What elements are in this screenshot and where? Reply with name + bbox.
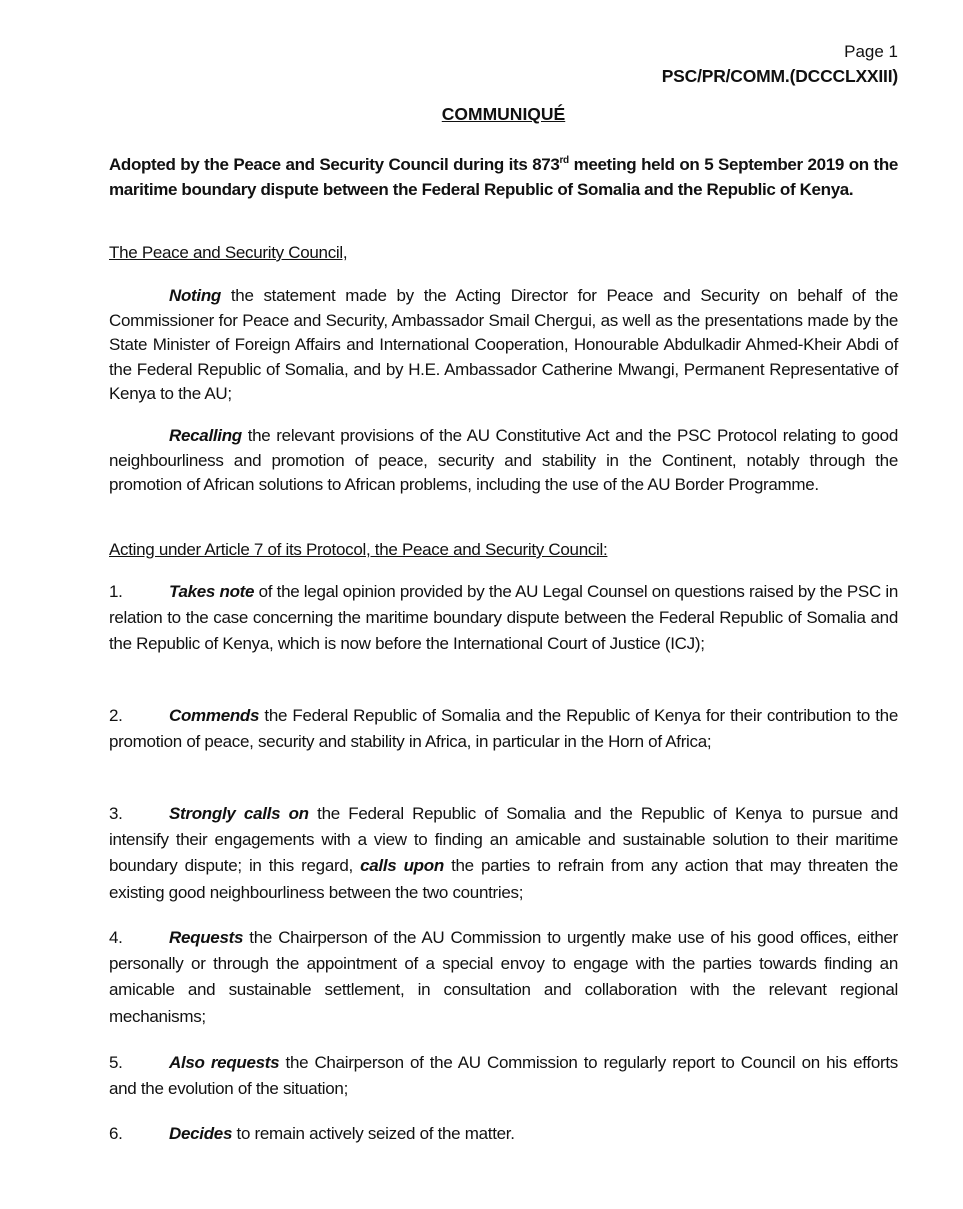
operative-lead-secondary: calls upon: [360, 856, 444, 876]
paragraph-number: 3.: [109, 804, 123, 823]
operative-text: to remain actively seized of the matter.: [232, 1124, 515, 1143]
preamble-paragraph-recalling: [109, 424, 898, 498]
adoption-text-start: Adopted by the Peace and Security Council during its 873: [109, 155, 560, 174]
paragraph-number: 6.: [109, 1124, 123, 1143]
adoption-statement: [109, 152, 898, 202]
operative-heading: Acting under Article 7 of its Protocol, the Peace and Security Council:: [109, 540, 608, 559]
document-reference: PSC/PR/COMM.(DCCCLXXIII): [661, 66, 898, 86]
preamble-lead: Noting: [169, 286, 222, 305]
operative-text: the Federal Republic of Somalia and the Republic of Kenya to pursue and intensify their engagements with a view to finding an amicable and sustainable solution to their maritime boundary dispute; in this regard,: [109, 804, 898, 876]
operative-text: the Chairperson of the AU Commission to regularly report to Council on his efforts and the evolution of the situation;: [109, 1053, 898, 1099]
operative-text-secondary: the parties to refrain from any action that may threaten the existing good neighbourliness between the two countries;: [109, 856, 898, 902]
paragraph-number: 5.: [109, 1053, 123, 1072]
preamble-text: the relevant provisions of the AU Constitutive Act and the PSC Protocol relating to good neighbourliness and promotion of peace, security and stability in the Continent, notably through the promotion of African solutions to African problems, including the use of the AU Border Programme.: [109, 426, 898, 495]
operative-paragraph-5: [109, 1050, 898, 1102]
operative-lead: Takes note: [169, 582, 255, 601]
adoption-text-end: meeting held on 5 September 2019 on the maritime boundary dispute between the Federal Republic of Somalia and the Republic of Kenya.: [109, 155, 898, 199]
operative-paragraph-6: [109, 1121, 898, 1147]
operative-paragraph-1: [109, 579, 898, 658]
operative-text: the Chairperson of the AU Commission to urgently make use of his good offices, either personally or through the appointment of a special envoy to engage with the parties towards finding an amicable and sustainable settlement, in consultation and collaboration with the relevant regional mechanisms;: [109, 928, 898, 1026]
preamble-lead: Recalling: [169, 426, 242, 445]
operative-lead: Decides: [169, 1124, 233, 1143]
preamble-paragraph-noting: [109, 284, 898, 407]
preamble-text: the statement made by the Acting Director for Peace and Security on behalf of the Commissioner for Peace and Security, Ambassador Smail Chergui, as well as the presentations made by the State Minister of Foreign Affairs and International Cooperation, Honourable Abdulkadir Ahmed-Kheir Abdi of the Federal Republic of Somalia, and by H.E. Ambassador Catherine Mwangi, Permanent Representative of Kenya to the AU;: [109, 286, 898, 404]
paragraph-number: 2.: [109, 706, 123, 725]
ordinal-suffix: rd: [559, 155, 569, 166]
operative-lead: Strongly calls on: [169, 804, 309, 823]
preamble-heading: The Peace and Security Council,: [109, 243, 348, 262]
operative-text: of the legal opinion provided by the AU Legal Counsel on questions raised by the PSC in relation to the case concerning the maritime boundary dispute between the Federal Republic of Somalia and the Republic of Kenya, which is now before the International Court of Justice (ICJ);: [109, 582, 898, 654]
operative-lead: Requests: [169, 928, 244, 947]
operative-paragraph-4: [109, 925, 898, 1030]
operative-text: the Federal Republic of Somalia and the Republic of Kenya for their contribution to the promotion of peace, security and stability in Africa, in particular in the Horn of Africa;: [109, 706, 898, 752]
paragraph-number: 1.: [109, 582, 123, 601]
page-number: Page 1: [844, 42, 898, 61]
operative-paragraph-2: [109, 703, 898, 755]
operative-lead: Also requests: [169, 1053, 280, 1072]
operative-lead: Commends: [169, 706, 260, 725]
paragraph-number: 4.: [109, 928, 123, 947]
document-title: COMMUNIQUÉ: [441, 104, 566, 124]
operative-paragraph-3: [109, 801, 898, 906]
